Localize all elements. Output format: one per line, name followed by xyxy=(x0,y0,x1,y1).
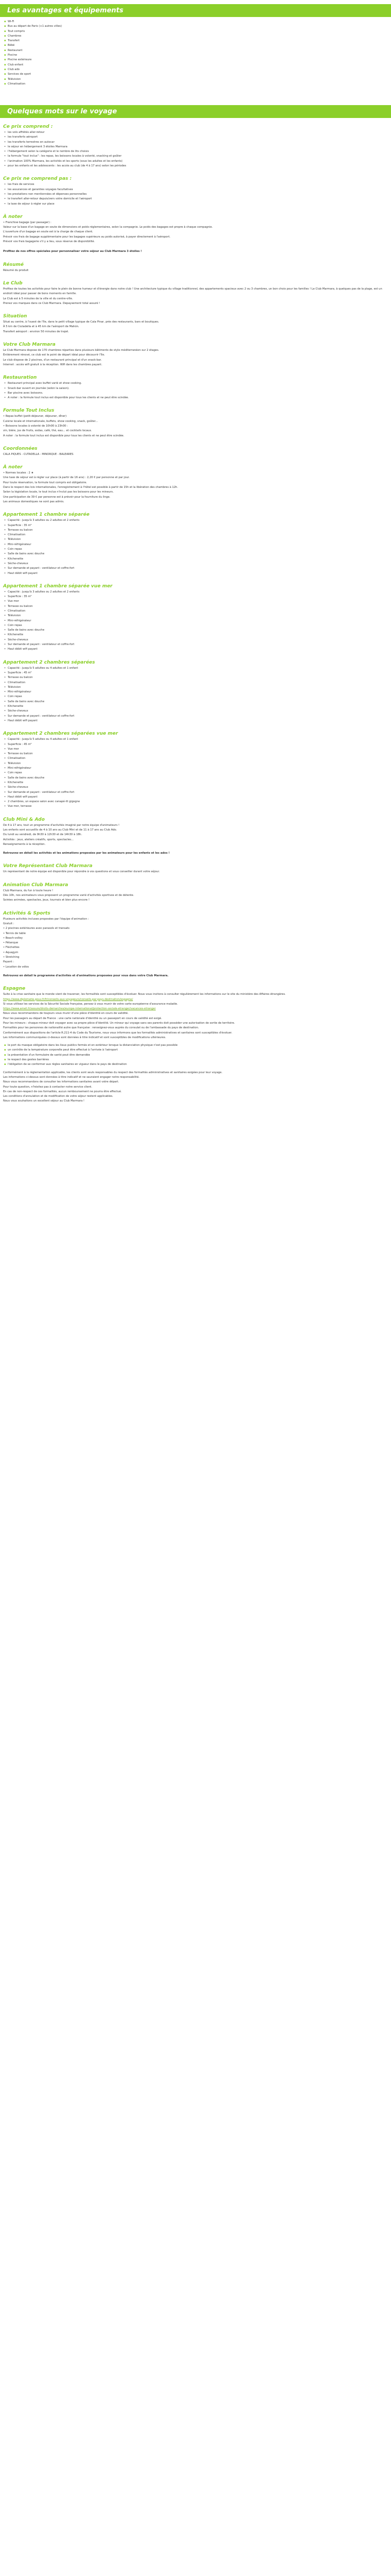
text-line: Conformément à la réglementation applicable, les clients sont seuls responsables du respect des formalités administratives et sanitaires exigées pour leur voyage. xyxy=(3,1071,223,1074)
activites-closing: Retrouvez en détail le programme d'activités et d'animations proposées pour vous dans votre Club Marmara. xyxy=(3,974,169,977)
text-line: Le club dispose de 2 piscines, d'un restaurant principal et d'un snack-bar. xyxy=(3,358,102,362)
promo-text: Profitez de nos offres spéciales pour personnaliser votre séjour au Club Marmara 3 étoiles ! xyxy=(3,250,142,253)
spacer xyxy=(3,168,385,176)
room-feature: • Climatisation xyxy=(3,756,385,761)
room-feature: • Coin repas xyxy=(3,694,385,699)
section-title: Quelques mots sur le voyage xyxy=(7,108,117,115)
room-feature: • Sèche-cheveux xyxy=(3,638,385,642)
section-heading: Situation xyxy=(3,314,27,319)
room-feature: • Sur demande et payant : ventilateur et coffre-fort xyxy=(3,642,385,647)
text-line: Une participation de 39 € par personne est à prévoir pour la fourniture du linge. xyxy=(3,495,110,499)
spacer xyxy=(3,400,385,408)
text-line: Club Marmara, du fun à toute heure ! xyxy=(3,889,54,892)
room-feature: • Haut débit wifi payant xyxy=(3,647,385,652)
text-line: Profitez de toutes les activités pour faire le plein de bonne humeur et d'énergie dans notre club ! Une architecture typique du village traditionnel, des appartements spacieux avec 2 ou 3 chambres, un bon choix pour les familles ! Le Club Marmara, à quelques pas de la plage, est un endroit idéal pour passer de bons moments en famille. xyxy=(3,287,382,296)
section-heading: Animation Club Marmara xyxy=(3,882,69,888)
address-text: CALA PIQUES - CUTADELLA - MINORQUE - BALEARES xyxy=(3,452,74,456)
section-heading: Club Mini & Ado xyxy=(3,817,45,822)
text-line: • Tennis de table xyxy=(3,931,26,935)
restauration-item: • Restaurant principal avec buffet varié et show cooking. xyxy=(3,381,385,386)
room-feature: • Télévision xyxy=(3,614,385,618)
room-feature: • Vue mer xyxy=(3,599,385,604)
room-feature: • Terrasse ou balcon xyxy=(3,528,385,533)
section-heading: Votre Représentant Club Marmara xyxy=(3,863,93,869)
text-line: • Location de vélos xyxy=(3,965,29,969)
text-line: Pour toute réservation, la formule tout compris est obligatoire. xyxy=(3,481,87,484)
representant-text: Un représentant de notre équipe est disponible pour répondre à vos questions et vous conseiller durant votre séjour. xyxy=(3,870,160,874)
spacer xyxy=(3,970,385,974)
text-line: • Pétanque xyxy=(3,941,19,945)
room-feature: • Mini-réfrigérateur xyxy=(3,766,385,771)
spacer xyxy=(3,273,385,280)
text-line: Entièrement rénové, ce club est le point de départ idéal pour découvrir l'île. xyxy=(3,353,105,357)
text-line: vin, bière, jus de fruits, sodas, café, thé, eau... et cocktails locaux. xyxy=(3,429,92,433)
room-feature: • Kitchenette xyxy=(3,633,385,637)
spacer xyxy=(3,809,385,817)
amenity-item: ▪ Club ado xyxy=(3,67,385,72)
room-feature: • Sur demande et payant : ventilateur et coffre-fort xyxy=(3,790,385,795)
text-line: • Fléchettes xyxy=(3,946,20,950)
amenity-item: ▪ Restaurant xyxy=(3,48,385,53)
room-feature: • 2 chambres, un espace salon avec canapé-lit gigogne xyxy=(3,800,385,804)
text-line: Plusieurs activités incluses proposées par l'équipe d'animation : xyxy=(3,917,89,921)
section-heading: Restauration xyxy=(3,375,37,381)
room-feature: • Climatisation xyxy=(3,533,385,537)
text-line: Internet : accès wifi gratuit à la réception. Wifi dans les chambres payant. xyxy=(3,363,102,366)
room-feature: • Salle de bains avec douche xyxy=(3,700,385,704)
room-feature: • Coin repas xyxy=(3,771,385,775)
room-feature: • Climatisation xyxy=(3,681,385,685)
spacer xyxy=(3,207,385,214)
excluded-item: • les assurances et garanties voyages facultatives xyxy=(3,188,385,192)
section-heading: Appartement 2 chambres séparées xyxy=(3,659,95,665)
room-feature: • Salle de bains avec douche xyxy=(3,552,385,556)
section-heading: À noter xyxy=(3,465,23,470)
room-feature: • Climatisation xyxy=(3,609,385,614)
spacer xyxy=(3,334,385,342)
room-feature: • Capacité : jusqu'à 3 adultes ou 2 adultes et 2 enfants xyxy=(3,590,385,595)
room-feature: • Coin repas xyxy=(3,623,385,628)
text-line: Suite à la crise sanitaire que le monde vient de traverser, les formalités sont susceptibles d'évoluer. Nous vous invitons à consulter régulièrement les informations sur le site du ministère des Affaires étrangères. xyxy=(3,993,286,996)
section-heading: Votre Club Marmara xyxy=(3,342,56,348)
room-feature: • Haut débit wifi payant xyxy=(3,795,385,800)
amenity-item: ▪ Tout compris xyxy=(3,29,385,34)
text-line: Dans le respect des lois internationales, l'enregistrement à l'hôtel est possible à partir de 15h et la libération des chambres à 12h. xyxy=(3,486,178,489)
section-heading: Ce prix comprend : xyxy=(3,124,53,129)
text-line: Dès 10h, nos animateurs vous proposent un programme varié d'activités sportives et de détente. xyxy=(3,894,134,897)
section-heading: Appartement 1 chambre séparée xyxy=(3,512,90,518)
text-line: Nous vous recommandons de toujours vous munir d'une pièce d'identité en cours de validité. xyxy=(3,1012,129,1015)
restauration-item: • A noter : la formule tout inclus est disponible pour tous les clients et ne peut être scindée. xyxy=(3,396,385,400)
restauration-item: • Snack-bar ouvert en journée (selon la saison). xyxy=(3,386,385,391)
spacer xyxy=(3,652,385,659)
resume-text: Résumé du produit xyxy=(3,268,29,272)
amenity-item: ▪ Bus au départ de Paris (+1 autres villes) xyxy=(3,24,385,29)
room-feature: • Kitchenette xyxy=(3,704,385,709)
text-line: Les informations communiquées ci-dessus sont données à titre indicatif et sont susceptibles de modifications ultérieures. xyxy=(3,1036,166,1039)
text-line: Les informations ci-dessus sont données à titre indicatif et ne sauraient engager notre responsabilité. xyxy=(3,1075,140,1079)
room-feature: • Haut débit wifi payant xyxy=(3,571,385,576)
amenity-item: ▪ Wi-Fi xyxy=(3,20,385,24)
room-feature: • Vue mer xyxy=(3,747,385,752)
included-item: • l'animation 100% Marmara, les activités et les sports (sous les adultes et les enfants) xyxy=(3,159,385,164)
text-line: • 2 piscines extérieures avec parasols et transats xyxy=(3,927,70,930)
section-heading: Espagne xyxy=(3,986,25,992)
spacer xyxy=(3,978,385,986)
text-line: À 5 km de Ciutadella et à 45 km de l'aéroport de Mahón. xyxy=(3,325,79,329)
text-line: Le Club Marmara dispose de 170 chambres réparties dans plusieurs bâtiments de style méditerranéen sur 2 étages. xyxy=(3,349,159,352)
amenity-item: ▪ Transfert xyxy=(3,39,385,43)
room-feature: • Terrasse ou balcon xyxy=(3,752,385,756)
section-heading: Résumé xyxy=(3,262,24,267)
room-feature: • Kitchenette xyxy=(3,781,385,785)
health-rule: ▪ le respect des gestes barrières xyxy=(3,1058,385,1062)
text-line: • Repas buffet (petit-déjeuner, déjeuner, dîner) xyxy=(3,415,67,418)
section-heading: Le Club xyxy=(3,280,23,286)
text-line: Payant : xyxy=(3,960,14,964)
health-rule: ▪ la présentation d'un formulaire de santé peut être demandée xyxy=(3,1053,385,1058)
included-item: • les transferts aéroport xyxy=(3,135,385,140)
text-line: Prenez vos marques dans ce Club Marmara. Depaysement total assuré ! xyxy=(3,301,100,305)
section-heading: Appartement 2 chambres séparées vue mer xyxy=(3,731,118,737)
included-item: • pour les enfants et les adolescents : les accès au club (de 4 à 17 ans) selon les périodes xyxy=(3,164,385,168)
restauration-item: • Bar piscine avec boissons. xyxy=(3,391,385,396)
room-feature: • Sèche-cheveux xyxy=(3,785,385,790)
text-line: Les animaux domestiques ne sont pas admis. xyxy=(3,500,64,503)
health-rule: ▪ le port du masque obligatoire dans les lieux publics fermés et en extérieur lorsque la distanciation physique n'est pas possible xyxy=(3,1043,385,1048)
included-item: • les transferts terrestres en autocar xyxy=(3,140,385,145)
amenity-item: ▪ Club enfant xyxy=(3,63,385,67)
text-line: • Aquagym xyxy=(3,951,19,954)
room-feature: • Télévision xyxy=(3,761,385,766)
section-heading: À noter xyxy=(3,214,23,219)
spacer xyxy=(3,438,385,446)
included-item: • l'hébergement selon la catégorie et le nombre de lits choisis xyxy=(3,149,385,154)
room-feature: • Capacité : jusqu'à 5 adultes ou 4 adultes et 1 enfant xyxy=(3,666,385,671)
text-line: De 4 à 17 ans, tout un programme d'activités imaginé par notre équipe d'animateurs ! xyxy=(3,823,120,827)
spacer xyxy=(3,875,385,882)
room-feature: • Coin repas xyxy=(3,547,385,552)
room-feature: • Mini-réfrigérateur xyxy=(3,543,385,547)
excluded-item: • les frais de services xyxy=(3,182,385,187)
excluded-item: • les prestations non mentionnées et dépenses personnelles xyxy=(3,192,385,197)
text-line: • Beach-volley xyxy=(3,936,23,940)
health-rule: ▪ un contrôle de la température corporelle peut être effectué à l'arrivée à l'aéroport xyxy=(3,1048,385,1053)
voyage-content xyxy=(3,124,385,1104)
excluded-item: • le transfert aller-retour depuis/vers votre domicile et l'aéroport xyxy=(3,197,385,201)
text-line: Les enfants sont accueillis de 4 à 10 ans au Club Mini et de 11 à 17 ans au Club Ado. xyxy=(3,828,117,832)
text-line: • Normes locales : 2 ★ xyxy=(3,471,34,475)
room-feature: • Terrasse ou balcon xyxy=(3,675,385,680)
text-line: Formalités pour les personnes de nationalité autre que française : renseignez-vous auprès du consulat ou de l'ambassade du pays de destination. xyxy=(3,1026,199,1030)
text-line: Situé au centre, à l'ouest de l'île, dans le petit village typique de Cala Pinar, près des restaurants, bars et boutiques. xyxy=(3,320,159,324)
text-line: • Franchise bagage (par passager) : xyxy=(3,221,52,224)
text-line: Nous vous recommandons de consulter les informations sanitaires avant votre départ. xyxy=(3,1080,119,1084)
text-line: Activités : jeux, ateliers créatifs, sports, spectacles... xyxy=(3,838,74,841)
text-line: Selon la législation locale, le tout inclus n'inclut pas les boissons pour les mineurs. xyxy=(3,490,114,494)
text-line: • Boissons locales à volonté de 10h00 à 23h00 : xyxy=(3,424,68,428)
room-feature: • Superficie : 35 m² xyxy=(3,595,385,599)
text-line: Renseignements à la réception. xyxy=(3,842,46,846)
spacer xyxy=(3,255,385,262)
room-feature: • Superficie : 35 m² xyxy=(3,523,385,528)
text-line: Si vous utilisez les services de la Sécurité Sociale française, pensez à vous munir de votre carte européenne d'assurance maladie. xyxy=(3,1002,178,1006)
section-heading: Activités & Sports xyxy=(3,910,51,916)
text-line: Le Club est à 5 minutes de la ville et du centre-ville. xyxy=(3,297,73,300)
text-line: A noter : la formule tout inclus est disponible pour tous les clients et ne peut être scindée. xyxy=(3,434,124,437)
text-line: Les conditions d'annulation et de modification de votre séjour restent applicables. xyxy=(3,1095,113,1098)
amenity-item: ▪ Bébé xyxy=(3,43,385,48)
health-rule: ▪ l'obligation de se conformer aux règles sanitaires en vigueur dans le pays de destination xyxy=(3,1062,385,1067)
text-line: Conformément aux dispositions de l'article R.211-4 du Code du Tourisme, nous vous informons que les formalités administratives et sanitaires sont susceptibles d'évoluer. xyxy=(3,1031,233,1035)
text-line: Nous vous souhaitons un excellent séjour au Club Marmara ! xyxy=(3,1099,85,1103)
room-feature: • Sèche-cheveux xyxy=(3,562,385,566)
room-feature: • Télévision xyxy=(3,537,385,542)
room-feature: • Capacité : jusqu'à 3 adultes ou 2 adultes et 2 enfants xyxy=(3,518,385,523)
spacer xyxy=(3,576,385,583)
room-feature: • Sur demande et payant : ventilateur et coffre-fort xyxy=(3,566,385,571)
spacer xyxy=(3,306,385,313)
spacer xyxy=(3,856,385,863)
section-heading: Formule Tout Inclus xyxy=(3,408,55,414)
excluded-item: • la taxe de séjour à régler sur place xyxy=(3,202,385,207)
text-line: • Stretching xyxy=(3,956,20,959)
text-line: L'ouverture d'un bagage en soute est à la charge de chaque client. xyxy=(3,230,93,234)
amenity-item: ▪ Piscine xyxy=(3,53,385,58)
text-line: Une taxe de séjour est à régler sur place (à partir de 16 ans) : 2,20 € par personne et par jour. xyxy=(3,476,130,480)
room-feature: • Sèche-cheveux xyxy=(3,709,385,714)
spacer xyxy=(3,457,385,464)
text-line: Valeur sur la base d'un bagage en soute de dimensions et poids réglementaires, selon la compagnie. Le poids des bagages est propre à chaque compagnie. xyxy=(3,226,213,229)
spacer xyxy=(3,504,385,512)
room-feature: • Sur demande et payant : ventilateur et coffre-fort xyxy=(3,714,385,719)
room-feature: • Télévision xyxy=(3,685,385,690)
text-line: Gratuit : xyxy=(3,922,14,925)
spacer xyxy=(3,723,385,731)
room-feature: • Terrasse ou balcon xyxy=(3,604,385,609)
room-feature: • Salle de bains avec douche xyxy=(3,776,385,781)
section-banner-voyage xyxy=(0,105,391,118)
room-feature: • Salle de bains avec douche xyxy=(3,628,385,633)
spacer xyxy=(3,847,385,851)
room-feature: • Vue mer, terrasse xyxy=(3,804,385,809)
amenity-item: ▪ Piscine extérieure xyxy=(3,58,385,62)
included-item: • le séjour en hébergement 3 étoiles Marmara xyxy=(3,145,385,149)
section-heading: Appartement 1 chambre séparée vue mer xyxy=(3,583,112,589)
room-feature: • Mini-réfrigérateur xyxy=(3,690,385,694)
section-banner-avantages xyxy=(0,4,391,17)
spacer xyxy=(3,903,385,910)
room-feature: • Superficie : 45 m² xyxy=(3,671,385,675)
amenity-item: ▪ Climatisation xyxy=(3,82,385,87)
room-feature: • Superficie : 45 m² xyxy=(3,742,385,747)
room-feature: • Mini-réfrigérateur xyxy=(3,619,385,623)
avantages-list xyxy=(3,20,385,87)
room-feature: • Capacité : jusqu'à 5 adultes ou 4 adultes et 1 enfant xyxy=(3,737,385,742)
text-line: En cas de non-respect de ces formalités, aucun remboursement ne pourra être effectué. xyxy=(3,1090,122,1093)
text-line: Prévoir vos frais bagagerie s'il y a lieu, sous réserve de disponibilité. xyxy=(3,240,95,244)
section-heading: Ce prix ne comprend pas : xyxy=(3,176,72,182)
text-line: Prévoir vos frais de bagage supplémentaire pour les bagages supérieurs au poids autorisé, à payer directement à l'aéroport. xyxy=(3,235,171,239)
text-line: Soirées animées, spectacles, jeux, tournois et bien plus encore ! xyxy=(3,899,90,902)
text-line: Pour les mineurs : chaque mineur doit voyager avec sa propre pièce d'identité. Un mineur qui voyage sans ses parents doit posséder une autorisation de sortie de territoire. xyxy=(3,1022,235,1025)
text-line: Transfert aéroport : environ 50 minutes de trajet. xyxy=(3,330,69,333)
text-line: Cuisine locale et internationale, buffets, show cooking, snack, goûter... xyxy=(3,419,98,423)
text-line: Pour toute question, n'hésitez pas à contacter notre service client. xyxy=(3,1085,92,1089)
club-mini-closing: Retrouvez en détail les activités et les animations proposées par les animateurs pour les enfants et les ados ! xyxy=(3,852,170,855)
text-line: Du lundi au vendredi, de 9h30 à 12h30 et de 14h30 à 18h. xyxy=(3,833,82,837)
included-item: • la formule "tout inclus" : les repas, les boissons locales à volonté, snacking et goûter xyxy=(3,154,385,159)
info-link[interactable]: https://www.diplomatie.gouv.fr/fr/conseils-aux-voyageurs/conseils-par-pays-destination/espagne/ xyxy=(3,997,133,1001)
amenity-item: ▪ Services de sport xyxy=(3,72,385,77)
info-link[interactable]: https://www.ameli.fr/assure/droits-demarches/europe-international/protection-sociale-etranger/vacances-etranger xyxy=(3,1007,156,1011)
room-feature: • Haut débit wifi payant xyxy=(3,719,385,723)
spacer xyxy=(3,244,385,249)
section-title: Les avantages et équipements xyxy=(7,7,124,14)
amenity-item: ▪ Télévision xyxy=(3,77,385,82)
room-feature: • Kitchenette xyxy=(3,557,385,562)
section-heading: Coordonnées xyxy=(3,446,38,451)
amenity-item: ▪ Chambres xyxy=(3,34,385,39)
text-line: Pour les passagers au départ de France : une carte nationale d'identité ou un passeport en cours de validité est exigé. xyxy=(3,1016,162,1020)
spacer xyxy=(3,367,385,375)
included-item: • les vols affrétés aller-retour xyxy=(3,130,385,135)
